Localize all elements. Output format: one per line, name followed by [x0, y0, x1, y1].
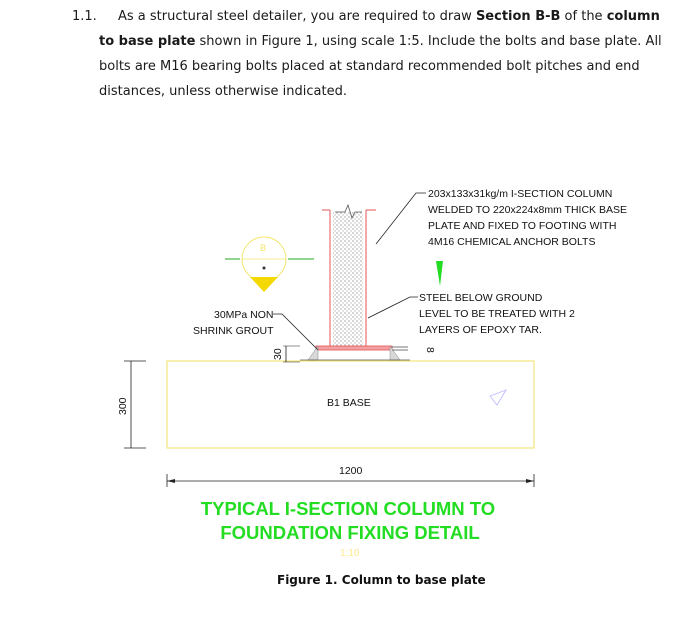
question-line-3: bolts are M16 bearing bolts placed at standard recommended bolt pitches and end: [99, 59, 640, 74]
column-note: [428, 188, 630, 248]
column-note-line: WELDED TO 220x224x8mm THICK BASE: [428, 204, 627, 216]
grout-note-line: SHRINK GROUT: [193, 325, 274, 337]
level-marker-icon: [436, 261, 443, 286]
height-dim: 300: [117, 397, 129, 415]
grout-note-line: 30MPa NON: [214, 309, 274, 321]
column-note-leader: [376, 193, 426, 244]
text: As a structural steel detailer, you are required to draw: [118, 9, 476, 24]
text: of the: [560, 9, 607, 24]
base-label: B1 BASE: [327, 397, 371, 409]
steel-note-leader: [368, 297, 418, 318]
section-marker-label: B: [260, 243, 267, 253]
bold-section: Section B-B: [475, 9, 561, 24]
section-marker-arrow: [250, 277, 278, 292]
grout-note-leader: [273, 314, 318, 350]
question-line-4: distances, unless otherwise indicated.: [99, 84, 347, 99]
text: shown in Figure 1, using scale 1:5. Include the bolts and base plate. All: [195, 34, 662, 49]
figure-title-line-1: TYPICAL I-SECTION COLUMN TO: [200, 498, 496, 519]
section-marker-dot: [263, 267, 266, 270]
question-number: 1.1.: [72, 9, 97, 24]
width-dim: 1200: [339, 465, 363, 477]
grout-dim: 30: [272, 348, 284, 360]
column-note-line: 4M16 CHEMICAL ANCHOR BOLTS: [428, 236, 596, 248]
grout-note: [193, 309, 276, 337]
figure-scale: 1:10: [340, 548, 360, 559]
figure-caption: Figure 1. Column to base plate: [277, 573, 486, 587]
figure-title-line-2: FOUNDATION FIXING DETAIL: [220, 522, 480, 543]
bold-column: column: [606, 9, 660, 24]
steel-note-line: LEVEL TO BE TREATED WITH 2: [419, 308, 575, 320]
steel-note-line: LAYERS OF EPOXY TAR.: [419, 324, 542, 336]
width-dim-arrow: [526, 479, 534, 483]
base-plate: [316, 346, 392, 350]
column-note-line: 203x133x31kg/m I-SECTION COLUMN: [428, 188, 613, 200]
column-infill: [333, 212, 363, 346]
column-note-line: PLATE AND FIXED TO FOOTING WITH: [428, 220, 617, 232]
small-dim: 8: [424, 347, 436, 353]
steel-note: [419, 292, 578, 336]
grout-right: [390, 346, 400, 360]
width-dim-arrow: [167, 479, 175, 483]
bold-base-plate: to base plate: [99, 34, 196, 49]
steel-note-line: STEEL BELOW GROUND: [419, 292, 543, 304]
